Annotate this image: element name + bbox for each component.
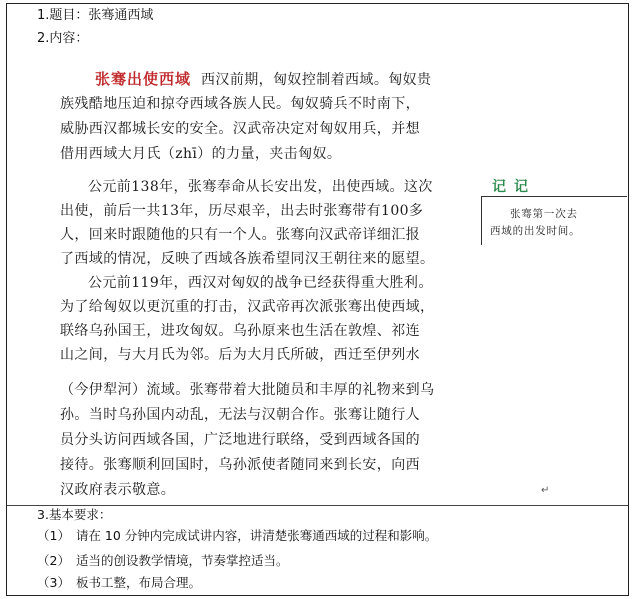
- divider: [7, 505, 628, 506]
- content-label: 2.内容：: [37, 31, 89, 46]
- passage-line: [60, 271, 470, 295]
- requirement-item: [37, 553, 288, 569]
- passage-line: （今伊犁河）流域。张骞带着大批随员和丰厚的礼物来到乌: [60, 382, 435, 398]
- passage-title: 张骞出使西域: [95, 70, 192, 88]
- passage-line: 孙。当时乌孙国内动乱，无法与汉朝合作。张骞让随行人: [60, 407, 420, 423]
- return-mark-icon: ↵: [541, 485, 550, 496]
- requirement-item: [37, 575, 201, 591]
- passage-line: 出使，前后一共13年，历尽艰辛，出去时张骞带有100多: [60, 203, 424, 219]
- passage-text: 西汉前期，匈奴控制着西域。匈奴贵: [201, 72, 432, 88]
- side-note-title: 记记: [492, 179, 536, 195]
- passage-paragraph-1: [60, 67, 470, 167]
- requirement-text: 请在 10 分钟内完成试讲内容，讲清楚张骞通西域的过程和影响。: [75, 528, 438, 543]
- passage-line: [60, 67, 470, 92]
- requirement-text: 板书工整，布局合理。: [75, 575, 201, 590]
- requirement-number: （3）: [37, 575, 70, 590]
- passage-line: 了西域的情况，反映了西域各族希望同汉王朝往来的愿望。: [60, 251, 435, 267]
- side-note-line: 张骞第一次去: [510, 208, 578, 220]
- topic-heading: 1.题目：张骞通西域: [37, 8, 154, 23]
- passage-line: 联络乌孙国王，进攻匈奴。乌孙原来也生活在敦煌、祁连: [60, 323, 420, 339]
- passage-line: 人，回来时跟随他的只有一个人。张骞向汉武帝详细汇报: [60, 227, 420, 243]
- requirement-number: （1）: [37, 528, 70, 543]
- passage-text: 公元前119年，西汉对匈奴的战争已经获得重大胜利。: [88, 275, 433, 291]
- passage-line: [60, 175, 470, 199]
- side-note-line: 西域的出发时间。: [490, 225, 581, 237]
- passage-line: 族残酷地压迫和掠夺西域各族人民。匈奴骑兵不时南下，: [60, 96, 420, 112]
- passage-line: 汉政府表示敬意。: [60, 482, 176, 498]
- passage-paragraph-3: [60, 378, 470, 503]
- passage-text: 公元前138年，张骞奉命从长安出发，出使西域。这次: [88, 179, 433, 195]
- requirement-text: 适当的创设教学情境，节奏掌控适当。: [75, 553, 289, 568]
- requirement-number: （2）: [37, 553, 70, 568]
- passage-paragraph-2: [60, 175, 470, 367]
- passage-line: 借用西域大月氏（zhī）的力量，夹击匈奴。: [60, 146, 342, 162]
- passage-line: 山之间，与大月氏为邻。后为大月氏所破，西迁至伊列水: [60, 347, 420, 363]
- passage-line: 员分头访问西域各国，广泛地进行联络，受到西域各国的: [60, 432, 420, 448]
- requirements-heading: 3.基本要求：: [37, 507, 112, 522]
- passage-line: 为了给匈奴以更沉重的打击，汉武帝再次派张骞出使西域，: [60, 299, 435, 315]
- requirement-item: [37, 528, 437, 544]
- side-note-text: [490, 206, 580, 240]
- passage-line: 接待。张骞顺利回国时，乌孙派使者随同来到长安，向西: [60, 457, 420, 473]
- passage-line: 威胁西汉都城长安的安全。汉武帝决定对匈奴用兵，并想: [60, 121, 420, 137]
